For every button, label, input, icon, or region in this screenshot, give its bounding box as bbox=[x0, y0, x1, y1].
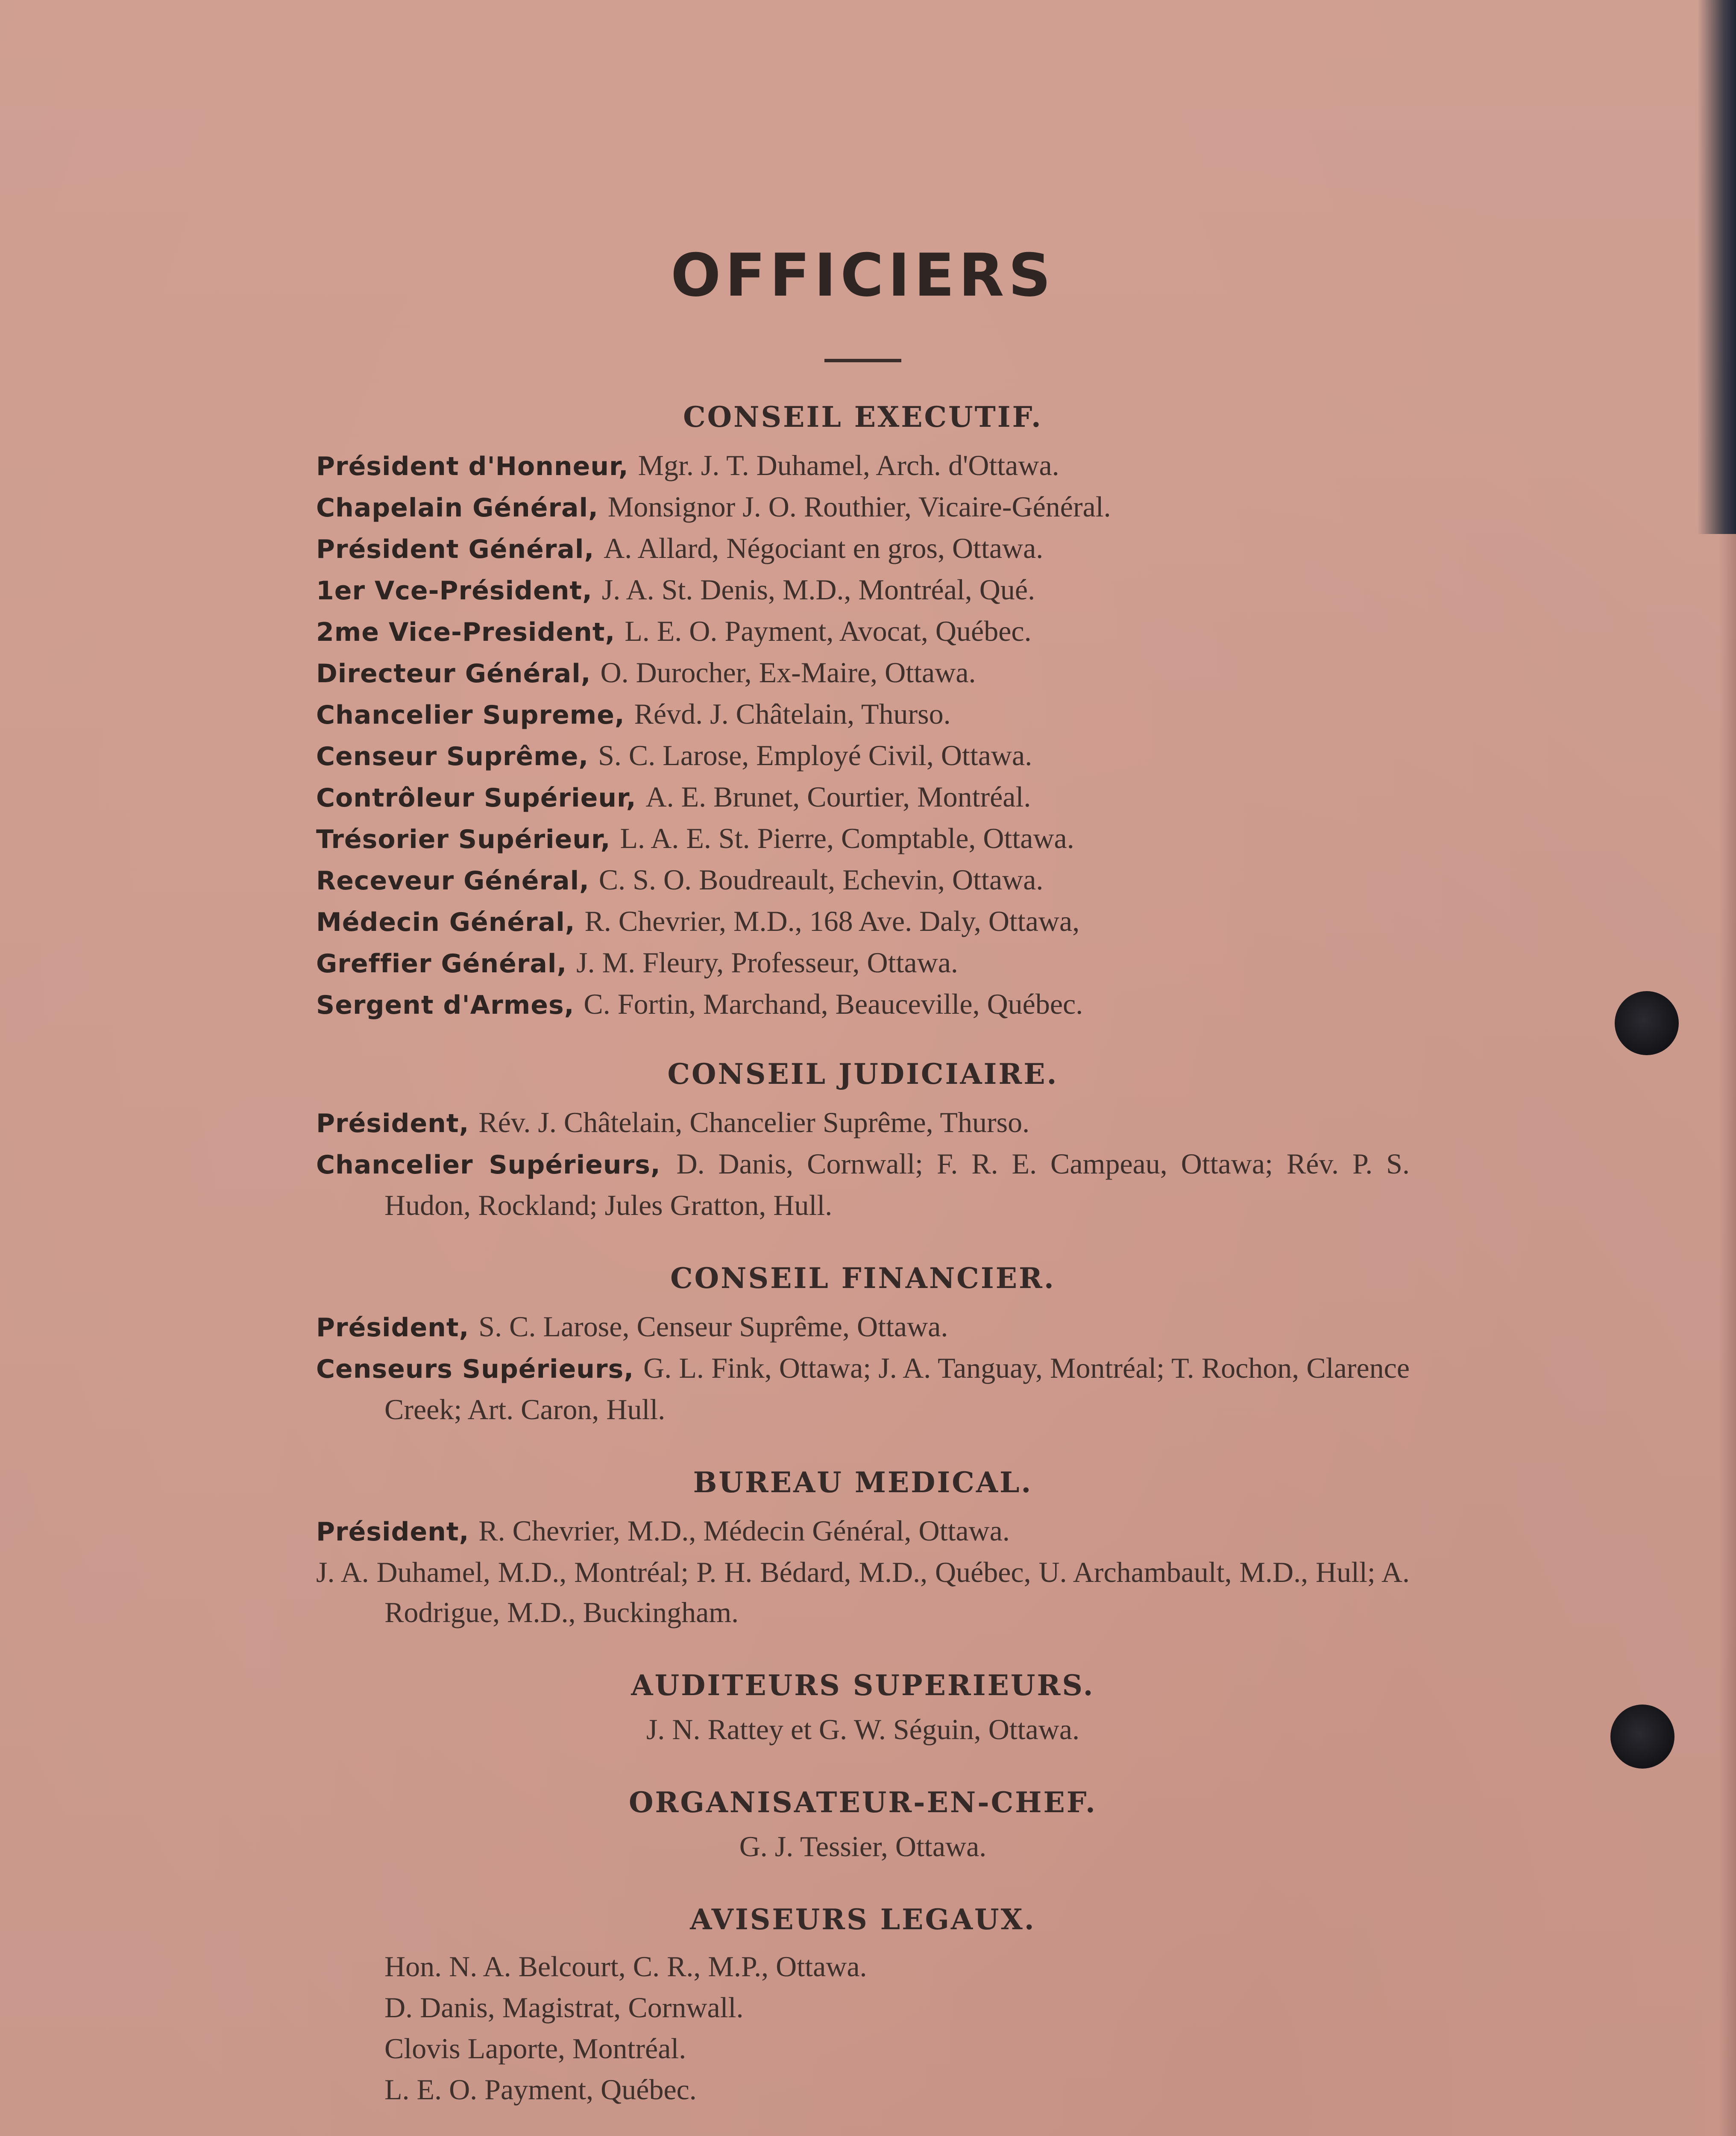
entry-detail: J. M. Fleury, Professeur, Ottawa. bbox=[576, 946, 958, 979]
entries bbox=[316, 1511, 1410, 1632]
entry bbox=[316, 1552, 1410, 1632]
entry-detail: L. E. O. Payment, Avocat, Québec. bbox=[625, 615, 1032, 647]
entries bbox=[316, 445, 1410, 1025]
title-rule bbox=[824, 359, 901, 362]
list-item: Clovis Laporte, Montréal. bbox=[384, 2032, 686, 2065]
section-bureau-medical bbox=[316, 1462, 1410, 1632]
section-title: AUDITEURS SUPERIEURS. bbox=[631, 1669, 1095, 1702]
section-aviseurs-legaux bbox=[316, 1899, 1410, 2110]
entry-role: Censeurs Supérieurs, bbox=[316, 1354, 644, 1384]
entry-role: Contrôleur Supérieur, bbox=[316, 783, 646, 813]
section-title: CONSEIL JUDICIAIRE. bbox=[667, 1057, 1059, 1091]
section-title: ORGANISATEUR-EN-CHEF. bbox=[628, 1786, 1097, 1819]
entries bbox=[316, 1306, 1410, 1429]
entry-detail: D. Danis, Cornwall; F. R. E. Campeau, Ottawa; Rév. P. S. Hudon, Rockland; Jules Gratton, Hull. bbox=[384, 1147, 1410, 1221]
list-item: D. Danis, Magistrat, Cornwall. bbox=[384, 1991, 744, 2024]
entry-detail: Rév. J. Châtelain, Chancelier Suprême, Thurso. bbox=[478, 1106, 1030, 1138]
entry-role: Président, bbox=[316, 1313, 479, 1343]
entry-detail: Monsignor J. O. Routhier, Vicaire-Général. bbox=[607, 490, 1111, 523]
entry bbox=[316, 1102, 1410, 1144]
entries bbox=[316, 1102, 1410, 1225]
entry bbox=[316, 569, 1410, 611]
entry-detail: R. Chevrier, M.D., 168 Ave. Daly, Ottawa, bbox=[584, 905, 1080, 937]
entry-detail: O. Durocher, Ex-Maire, Ottawa. bbox=[600, 656, 976, 689]
entry bbox=[316, 611, 1410, 652]
entry-role: Censeur Suprême, bbox=[316, 742, 598, 772]
entry bbox=[316, 818, 1410, 860]
entry-detail: C. S. O. Boudreault, Echevin, Ottawa. bbox=[598, 863, 1044, 896]
entry bbox=[316, 487, 1410, 528]
entry bbox=[316, 528, 1410, 569]
entry-detail: G. L. Fink, Ottawa; J. A. Tanguay, Montréal; T. Rochon, Clarence Creek; Art. Caron, Hull. bbox=[384, 1352, 1410, 1426]
page-edge-shadow bbox=[1698, 0, 1736, 534]
entry-role: Président Général, bbox=[316, 534, 604, 564]
entry bbox=[316, 1306, 1410, 1348]
entry-detail: J. A. Duhamel, M.D., Montréal; P. H. Bédard, M.D., Québec, U. Archambault, M.D., Hull; A. Rodrigue, M.D., Buckingham. bbox=[316, 1556, 1410, 1628]
entry bbox=[316, 1348, 1410, 1429]
entry-detail: Révd. J. Châtelain, Thurso. bbox=[634, 698, 951, 730]
entry bbox=[316, 652, 1410, 694]
entry-role: Président, bbox=[316, 1517, 479, 1547]
section-line: G. J. Tessier, Ottawa. bbox=[739, 1830, 987, 1863]
section-title: CONSEIL EXECUTIF. bbox=[683, 400, 1043, 434]
entry bbox=[316, 1511, 1410, 1552]
entry bbox=[316, 777, 1410, 818]
list-item: Hon. N. A. Belcourt, C. R., M.P., Ottawa. bbox=[384, 1950, 867, 1983]
section-organisateur-en-chef bbox=[316, 1782, 1410, 1866]
section-auditeurs-superieurs bbox=[316, 1665, 1410, 1749]
entry bbox=[316, 735, 1410, 777]
entry bbox=[316, 942, 1410, 984]
entry bbox=[316, 694, 1410, 735]
entry-detail: R. Chevrier, M.D., Médecin Général, Ottawa. bbox=[478, 1514, 1010, 1547]
entry-role: Receveur Général, bbox=[316, 866, 599, 896]
entry-role: Chapelain Général, bbox=[316, 493, 608, 523]
entry bbox=[316, 860, 1410, 901]
entry-role: Médecin Général, bbox=[316, 907, 585, 937]
section-title: AVISEURS LEGAUX. bbox=[690, 1903, 1036, 1936]
entry-role: Sergent d'Armes, bbox=[316, 990, 584, 1020]
entry-role: Chancelier Supreme, bbox=[316, 700, 634, 730]
advisor-list bbox=[384, 1946, 1410, 2110]
section-conseil-financier bbox=[316, 1258, 1410, 1429]
entry-role: Greffier Général, bbox=[316, 949, 577, 979]
entry-detail: A. Allard, Négociant en gros, Ottawa. bbox=[604, 532, 1044, 564]
entry-role: Président d'Honneur, bbox=[316, 452, 638, 481]
entry-role: Trésorier Supérieur, bbox=[316, 824, 620, 854]
entry bbox=[316, 984, 1410, 1025]
entry bbox=[316, 445, 1410, 487]
page-edge bbox=[1719, 534, 1736, 2136]
entry-detail: Mgr. J. T. Duhamel, Arch. d'Ottawa. bbox=[638, 449, 1059, 481]
entry-detail: A. E. Brunet, Courtier, Montréal. bbox=[645, 780, 1031, 813]
entry-detail: S. C. Larose, Employé Civil, Ottawa. bbox=[598, 739, 1032, 772]
section-line: J. N. Rattey et G. W. Séguin, Ottawa. bbox=[646, 1713, 1080, 1746]
section-title: BUREAU MEDICAL. bbox=[693, 1466, 1033, 1499]
entry-role: Chancelier Supérieurs, bbox=[316, 1150, 677, 1180]
section-conseil-judiciaire bbox=[316, 1053, 1410, 1225]
entry bbox=[316, 1144, 1410, 1225]
document-content bbox=[316, 239, 1410, 2136]
entry-detail: L. A. E. St. Pierre, Comptable, Ottawa. bbox=[620, 822, 1074, 854]
entry-role: Président, bbox=[316, 1109, 479, 1138]
entry-detail: S. C. Larose, Censeur Suprême, Ottawa. bbox=[478, 1310, 948, 1343]
entry-detail: C. Fortin, Marchand, Beauceville, Québec. bbox=[584, 988, 1083, 1020]
entry-detail: J. A. St. Denis, M.D., Montréal, Qué. bbox=[601, 573, 1035, 606]
punch-hole-top bbox=[1615, 991, 1679, 1055]
entry bbox=[316, 901, 1410, 942]
page-title: OFFICIERS bbox=[671, 241, 1055, 310]
section-conseil-executif bbox=[316, 396, 1410, 1025]
section-title: CONSEIL FINANCIER. bbox=[670, 1262, 1056, 1295]
entry-role: 2me Vice-President, bbox=[316, 617, 625, 647]
list-item: L. E. O. Payment, Québec. bbox=[384, 2073, 697, 2106]
entry-role: 1er Vce-Président, bbox=[316, 576, 602, 606]
punch-hole-bottom bbox=[1610, 1705, 1674, 1769]
entry-role: Directeur Général, bbox=[316, 659, 601, 689]
